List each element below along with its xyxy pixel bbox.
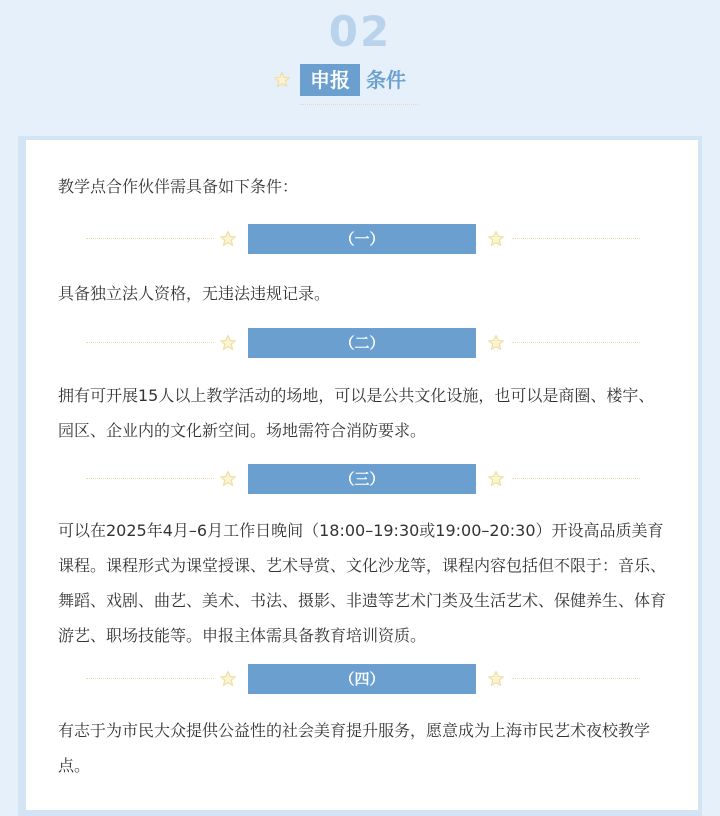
star-icon — [486, 333, 506, 353]
divider-line — [86, 342, 214, 343]
divider-line — [86, 238, 214, 239]
subsection-text-4: 有志于为市民大众提供公益性的社会美育提升服务，愿意成为上海市民艺术夜校教学点。 — [58, 721, 651, 775]
divider-line — [86, 678, 214, 679]
star-icon — [486, 229, 506, 249]
star-icon — [218, 229, 238, 249]
divider-line — [512, 238, 640, 239]
star-icon — [272, 70, 292, 90]
subsection-text-3: 可以在2025年4月–6月工作日晚间（18:00–19:30或19:00–20:30）开设高品质美育课程。课程形式为课堂授课、艺术导赏、文化沙龙等，课程内容包括但不限于：音乐、舞蹈、戏剧、曲艺、美术、书法、摄影、非遗等艺术门类及生活艺术、保健养生、体育游艺、职场技能等。申报主体需具备教育培训资质。 — [58, 521, 667, 645]
title-highlight: 申报 — [300, 64, 360, 96]
intro-text: 教学点合作伙伴需具备如下条件： — [58, 177, 299, 196]
subsection-label-3: （三） — [248, 464, 476, 494]
star-icon — [218, 333, 238, 353]
subsection-header-1 — [0, 224, 720, 254]
section-number: 02 — [328, 7, 392, 56]
divider-line — [86, 478, 214, 479]
subsection-header-4 — [0, 664, 720, 694]
star-icon — [486, 469, 506, 489]
subsection-label-1: （一） — [248, 224, 476, 254]
star-icon — [218, 469, 238, 489]
divider-line — [512, 678, 640, 679]
star-icon — [486, 669, 506, 689]
divider-line — [512, 478, 640, 479]
section-title — [0, 64, 720, 96]
title-underline — [300, 104, 418, 105]
subsection-text-1: 具备独立法人资格，无违法违规记录。 — [58, 284, 331, 303]
subsection-label-4: （四） — [248, 664, 476, 694]
subsection-header-3 — [0, 464, 720, 494]
subsection-label-2: （二） — [248, 328, 476, 358]
title-rest: 条件 — [366, 68, 406, 92]
divider-line — [512, 342, 640, 343]
subsection-text-2: 拥有可开展15人以上教学活动的场地，可以是公共文化设施，也可以是商圈、楼宇、园区、企业内的文化新空间。场地需符合消防要求。 — [58, 386, 655, 440]
subsection-header-2 — [0, 328, 720, 358]
star-icon — [218, 669, 238, 689]
